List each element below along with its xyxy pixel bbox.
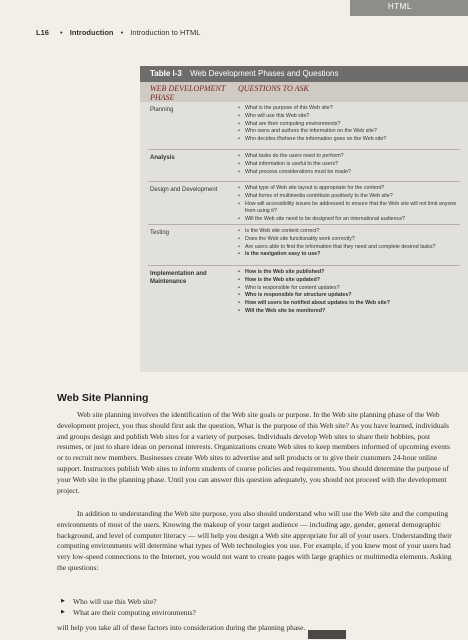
closing-sentence: will help you take all of these factors into consideration during the planning phase.	[57, 623, 306, 632]
header-tab-label: HTML	[388, 2, 412, 11]
list-item: ▶ What are their computing environments?	[61, 607, 196, 618]
question-item: • How will users be notified about updates to the Web site?	[238, 300, 460, 308]
separator-dot: •	[120, 28, 124, 37]
section-name: Introduction	[69, 28, 114, 37]
row-divider	[148, 149, 460, 150]
question-item: • What is the purpose of this Web site?	[238, 105, 460, 113]
question-item: • What process considerations must be made?	[238, 169, 460, 177]
question-item: • Who is responsible for structure updates?	[238, 292, 460, 300]
row-divider	[148, 224, 460, 225]
question-item: • What are their computing environments?	[238, 121, 460, 129]
question-item: • What type of Web site layout is appropriate for the content?	[238, 185, 460, 193]
table-title: Web Development Phases and Questions	[190, 69, 339, 78]
redaction-block	[308, 630, 346, 639]
row-label-analysis: Analysis	[150, 155, 175, 161]
question-list-testing	[238, 228, 460, 259]
row-label-implementation: Implementation and Maintenance	[150, 271, 207, 285]
body-paragraph-2: In addition to understanding the Web site purpose, you also should understand who will use the Web site and the computing environments of most of the users. Knowing the makeup of your target audience — including age, gender, general demographic background, and level of computer literacy — will help you design a Web site appropriate for all of your users. Understanding their computing environments will determine what types of Web technologies you use. For example, if you knew most of your users had very low-speed connections to the Internet, you would not want to create pages with large graphics or multimedia elements. Asking the questions:	[57, 509, 452, 572]
list-item: ▶ Who will use this Web site?	[61, 596, 196, 607]
question-item: • Will the Web site need to be designed for an international audience?	[238, 216, 460, 224]
question-item: • Will the Web site be monitored?	[238, 308, 460, 316]
question-item: • Who will use this Web site?	[238, 113, 460, 121]
question-item: • Does the Web site functionality work correctly?	[238, 236, 460, 244]
running-head	[36, 28, 200, 37]
column-header-questions: QUESTIONS TO ASK	[238, 84, 309, 93]
column-header-phase: WEB DEVELOPMENT PHASE	[150, 84, 226, 102]
question-item: • Who owns and authors the information on the Web site?	[238, 128, 460, 136]
question-item: • What tasks do the users need to perform?	[238, 153, 460, 161]
row-divider	[148, 181, 460, 182]
question-list-analysis	[238, 153, 460, 176]
question-item: • What forms of multimedia contribute positively to the Web site?	[238, 193, 460, 201]
row-label-testing: Testing	[150, 230, 170, 236]
question-item: • Is the navigation easy to use?	[238, 251, 460, 259]
table-caption	[140, 66, 468, 82]
body-paragraph-1: Web site planning involves the identification of the Web site goals or purpose. In the Web site planning phase of the Web development project, you thus should first ask the question, What is the purpose of this Web site? As you have learned, individuals and groups design and publish Web sites for a variety of purposes. Individuals develop Web sites to share their hobbies, post resumes, or just to share ideas on personal interests. Organizations create Web sites to keep members informed of upcoming events or to recruit new members. Businesses create Web sites to advertise and sell products or to give their customers 24-hour online support. Instructors publish Web sites to inform students of course policies and requirements. You should determine the purpose of your Web site in the planning phase. Until you can answer this question adequately, you should not proceed with the development project.	[57, 410, 450, 495]
separator-dot: •	[60, 28, 63, 37]
section-heading: Web Site Planning	[57, 392, 149, 404]
question-item: • Are users able to find the information that they need and complete desired tasks?	[238, 244, 460, 252]
question-item: • Who decides if/where the information goes on the Web site?	[238, 136, 460, 144]
question-bullet-list	[61, 596, 196, 618]
row-label-planning: Planning	[150, 107, 174, 113]
page-number: L16	[36, 28, 49, 37]
question-item: • Is the Web site content correct?	[238, 228, 460, 236]
question-list-design	[238, 185, 460, 224]
question-item: • How is the Web site updated?	[238, 277, 460, 285]
question-item: • How will accessibility issues be addressed to ensure that the Web site will not limit anyone from using it?	[238, 201, 460, 217]
row-label-design: Design and Development	[150, 187, 218, 193]
question-list-planning	[238, 105, 460, 144]
table-number: Table I-3	[150, 69, 182, 78]
question-item: • What information is useful to the users?	[238, 161, 460, 169]
question-item: • Who is responsible for content updates?	[238, 285, 460, 293]
chapter-name: Introduction to HTML	[130, 28, 201, 37]
question-list-implementation	[238, 269, 460, 316]
question-item: • How is the Web site published?	[238, 269, 460, 277]
row-divider	[148, 265, 460, 266]
